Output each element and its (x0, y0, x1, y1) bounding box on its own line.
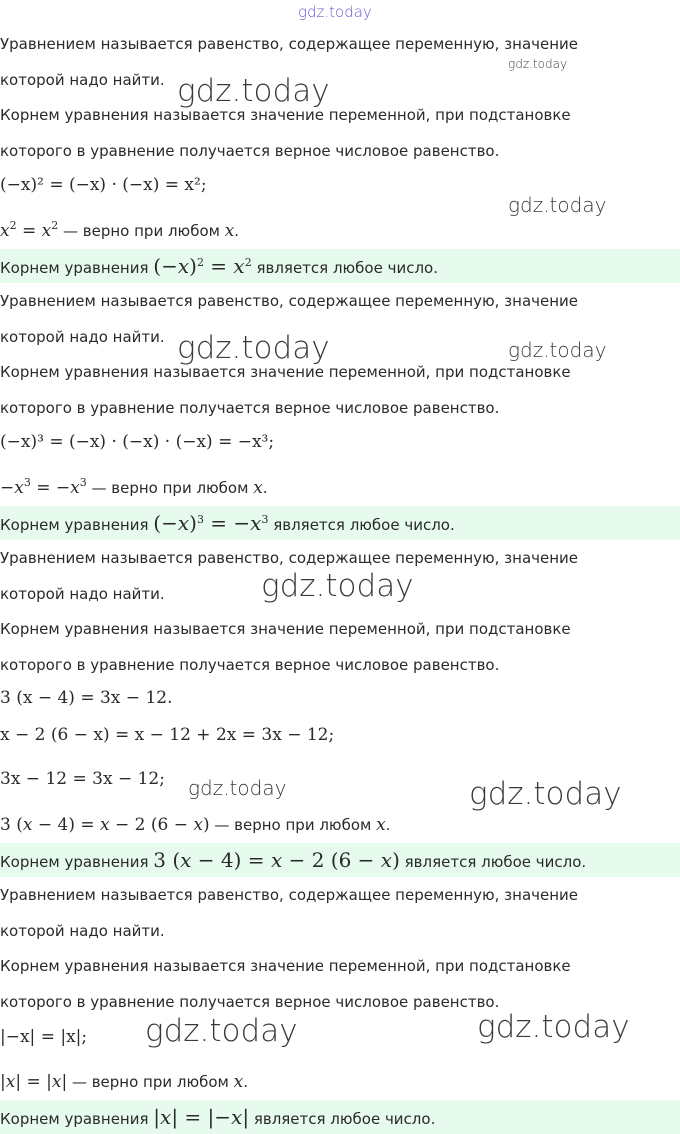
definition-equation-line1: Уравнением называется равенство, содержащее переменную, значение (0, 886, 579, 904)
solution-3-step-a: 3 (x − 4) = 3x − 12. (0, 688, 173, 708)
solution-2-check: $-x^3 = -x^3$ — верно при любом x. (0, 476, 268, 498)
solution-3-check: 3 (x − 4) = x − 2 (6 − x) — верно при любом x. (0, 815, 391, 835)
solution-2-step: (−x)³ = (−x) · (−x) · (−x) = −x³; (0, 432, 275, 452)
definition-equation-line2: которой надо найти. (0, 585, 165, 603)
solution-3-step-b: x − 2 (6 − x) = x − 12 + 2x = 3x − 12; (0, 725, 335, 745)
watermark-top: gdz.today (298, 3, 372, 21)
definition-equation-line1: Уравнением называется равенство, содержащее переменную, значение (0, 35, 579, 53)
definition-equation-line2: которой надо найти. (0, 328, 165, 346)
definition-root-line1: Корнем уравнения называется значение переменной, при подстановке (0, 620, 571, 638)
solution-4-check: |x| = |x| — верно при любом x. (0, 1072, 248, 1092)
watermark: gdz.today (469, 776, 622, 812)
definition-equation-line2: которой надо найти. (0, 71, 165, 89)
definition-root-line2: которого в уравнение получается верное числовое равенство. (0, 142, 500, 160)
watermark: gdz.today (508, 338, 607, 362)
watermark: gdz.today (261, 568, 414, 604)
watermark: gdz.today (477, 1009, 630, 1045)
solution-2-answer: Корнем уравнения $(-x)^3 = -x^3$ является любое число. (0, 506, 680, 540)
solution-4-step: |−x| = |x|; (0, 1027, 88, 1047)
solution-1-check: $x^2 = x^2$ — верно при любом x. (0, 219, 240, 241)
definition-equation-line2: которой надо найти. (0, 922, 165, 940)
definition-root-line2: которого в уравнение получается верное числовое равенство. (0, 993, 500, 1011)
solution-1-step: (−x)² = (−x) · (−x) = x²; (0, 175, 207, 195)
solution-4-answer: Корнем уравнения |x| = |−x| является любое число. (0, 1100, 680, 1134)
solution-3-step-c: 3x − 12 = 3x − 12; (0, 769, 165, 789)
definition-root-line1: Корнем уравнения называется значение переменной, при подстановке (0, 957, 571, 975)
watermark: gdz.today (145, 1013, 298, 1049)
solution-3-answer: Корнем уравнения 3 (x − 4) = x − 2 (6 − x) является любое число. (0, 843, 680, 877)
definition-root-line2: которого в уравнение получается верное числовое равенство. (0, 656, 500, 674)
definition-equation-line1: Уравнением называется равенство, содержащее переменную, значение (0, 549, 579, 567)
watermark: gdz.today (508, 193, 607, 217)
definition-equation-line1: Уравнением называется равенство, содержащее переменную, значение (0, 292, 579, 310)
definition-root-line2: которого в уравнение получается верное числовое равенство. (0, 399, 500, 417)
watermark: gdz.today (188, 776, 287, 800)
watermark: gdz.today (177, 330, 330, 366)
solution-1-answer: Корнем уравнения $(-x)^2 = x^2$ является любое число. (0, 249, 680, 283)
watermark: gdz.today (508, 57, 568, 71)
definition-root-line1: Корнем уравнения называется значение переменной, при подстановке (0, 106, 571, 124)
definition-root-line1: Корнем уравнения называется значение переменной, при подстановке (0, 363, 571, 381)
watermark: gdz.today (177, 73, 330, 109)
